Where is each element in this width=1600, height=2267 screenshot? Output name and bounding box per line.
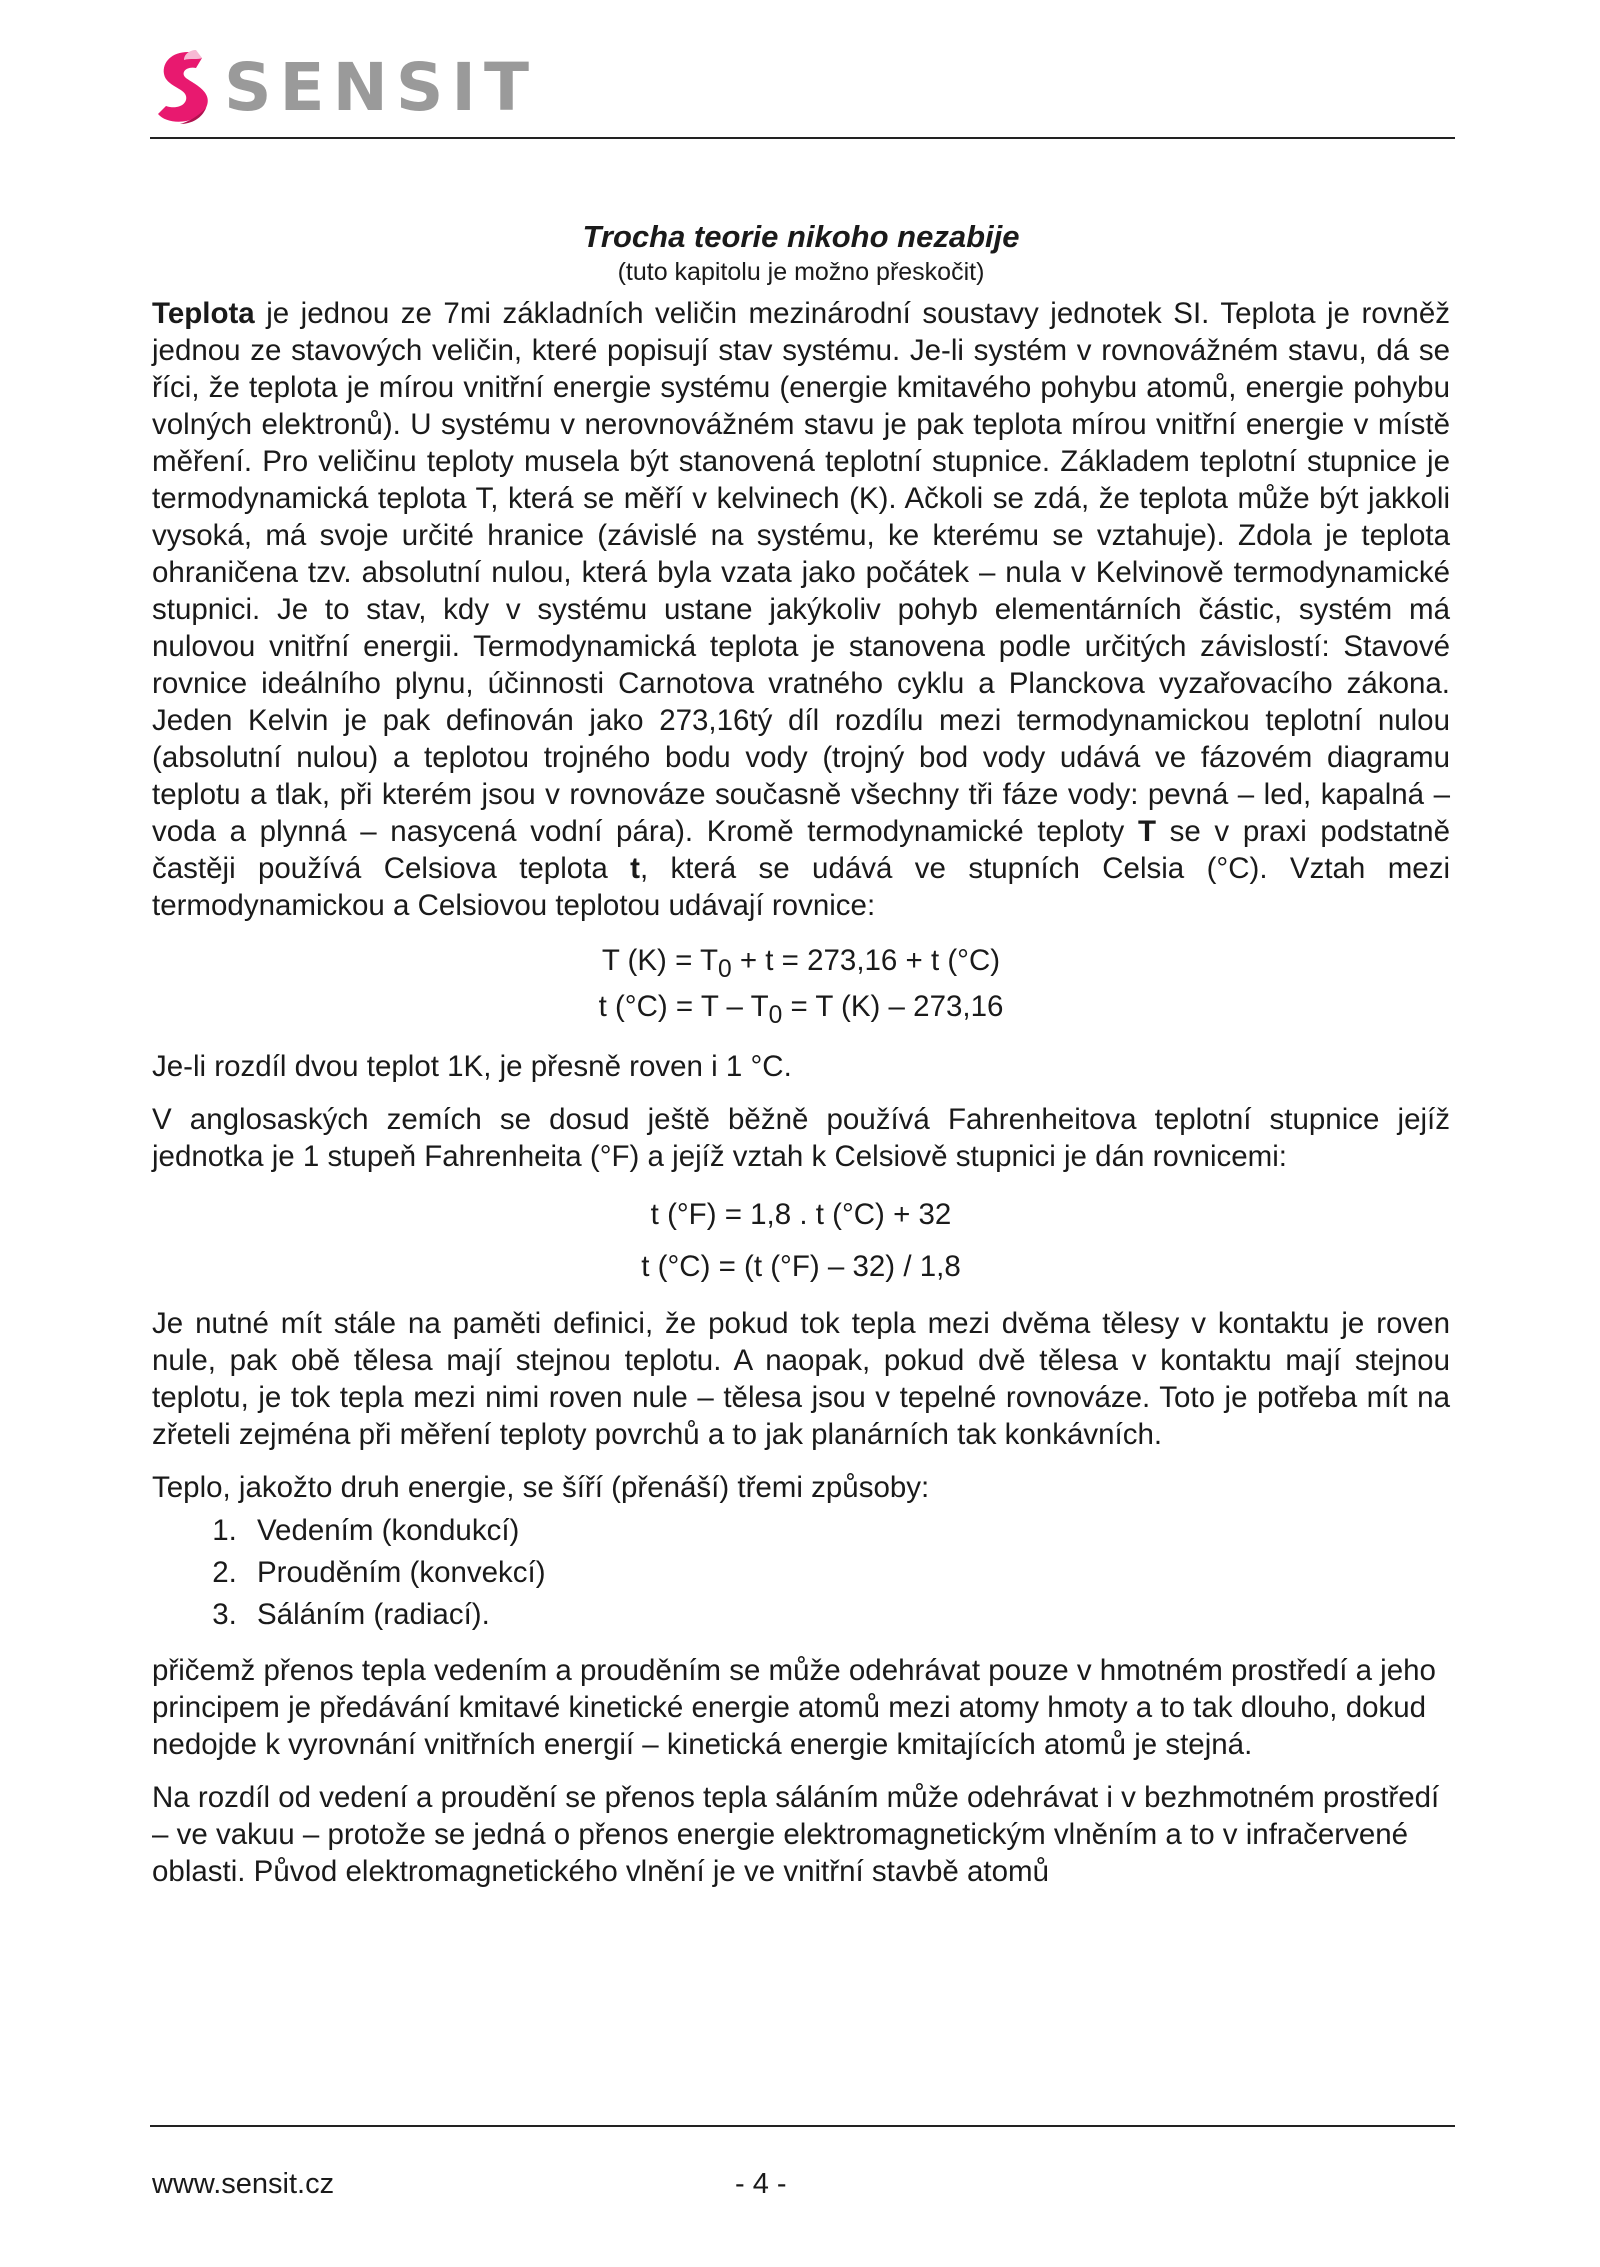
paragraph-fahrenheit: V anglosaských zemích se dosud ještě běžně používá Fahrenheitova teplotní stupnice jejíž jednotka je 1 stupeň Fahrenheita (°F) a jejíž vztah k Celsiově stupnici je dán rovnicemi: — [152, 1102, 1450, 1173]
sensit-logo-icon — [150, 48, 220, 128]
page-header — [150, 48, 537, 128]
symbol-t: t — [630, 852, 640, 885]
equation-celsius: t $(^\circ C) = T - T_0 = T$ (K) – 273,16 — [598, 989, 1004, 1029]
list-item: 1. Vedením (kondukcí) — [245, 1510, 1450, 1552]
section-subtitle: (tuto kapitolu je možno přeskočit) — [617, 258, 985, 286]
list-item: 2. Prouděním (konvekcí) — [245, 1552, 1450, 1594]
paragraph-one-kelvin: Je-li rozdíl dvou teplot 1K, je přesně roven i 1 °C. — [152, 1049, 792, 1083]
equation-kelvin: T $(K) = T_0 + t = 273,16 + t$ (°C) — [601, 944, 1001, 983]
heat-transfer-list — [152, 1510, 1450, 1636]
brand-name: SENSIT — [224, 49, 537, 126]
paragraph-radiation: Na rozdíl od vedení a proudění se přenos tepla sáláním může odehrávat i v bezhmotném prostředí – ve vakuu – protože se jedná o přenos energie elektromagnetickým vlněním a to v infračervené oblasti. Původ elektromagnetického vlnění je ve vnitřní stavbě atomů — [152, 1780, 1440, 1888]
page-number: - 4 - — [735, 2168, 787, 2200]
paragraph-heat-flow: Je nutné mít stále na paměti definici, že pokud tok tepla mezi dvěma tělesy v kontaktu je roven nule, pak obě tělesa mají stejnou teplotu. A naopak, pokud dvě tělesa v kontaktu mají stejnou teplotu, je tok tepla mezi nimi roven nule – tělesa jsou v tepelné rovnováze. Toto je potřeba mít na zřeteli zejména při měření teploty povrchů a to jak planárních tak konkávních. — [152, 1306, 1450, 1451]
header-divider — [150, 137, 1455, 139]
paragraph-conduction: přičemž přenos tepla vedením a prouděním se může odehrávat pouze v hmotném prostředí a jeho principem je předávání kmitavé kinetické energie atomů mezi atomy hmoty a to tak dlouho, dokud nedojde k vyrovnání vnitřních energií – kinetická energie kmitajících atomů je stejná. — [152, 1653, 1436, 1761]
section-title: Trocha teorie nikoho nezabije — [582, 219, 1020, 254]
equation-fahrenheit-inverse: t (°C) = (t (°F) – 32) / 1,8 — [641, 1249, 961, 1283]
equation-fahrenheit: t (°F) = 1,8 . t (°C) + 32 — [650, 1197, 952, 1231]
footer-website-link[interactable]: www.sensit.cz — [152, 2168, 335, 2200]
paragraph-heat-transfer: Teplo, jakožto druh energie, se šíří (přenáší) třemi způsoby: — [152, 1470, 930, 1504]
footer-divider — [150, 2125, 1455, 2127]
term-teplota: Teplota — [152, 297, 255, 330]
symbol-T: T — [1137, 815, 1156, 848]
paragraph-temperature: Teplota je jednou ze 7mi základních veličin mezinárodní soustavy jednotek SI. Teplota je rovněž jednou ze stavových veličin, které popisují stav systému. Je-li systém v rovnovážném stavu, dá se říci, že teplota je mírou vnitřní energie systému (energie kmitavého pohybu atomů, energie pohybu volných elektronů). U systému v nerovnovážném stavu je pak teplota mírou vnitřní energie v místě měření. Pro veličinu teploty musela být stanovená teplotní stupnice. Základem teplotní stupnice je termodynamická teplota T, která se měří v kelvinech (K). Ačkoli se zdá, že teplota může být jakkoli vysoká, má svoje určité hranice (závislé na systému, ke kterému se vztahuje). Zdola je teplota ohraničena tzv. absolutní nulou, která byla vzata jako počátek – nula v Kelvinově termodynamické stupnici. Je to stav, kdy v systému ustane jakýkoliv pohyb elementárních částic, systém má nulovou vnitřní energii. Termodynamická teplota je stanovena podle určitých závislostí: Stavové rovnice ideálního plynu, účinnosti Carnotova vratného cyklu a Planckova vyzařovacího zákona. Jeden Kelvin je pak definován jako 273,16tý díl rozdílu mezi termodynamickou teplotní nulou (absolutní nulou) a teplotou trojného bodu vody (trojný bod vody udává ve fázovém diagramu teplotu a tlak, při kterém jsou v rovnováze současně všechny tři fáze vody: pevná – led, kapalná – voda a plynná – nasycená vodní pára). Kromě termodynamické teploty T se v praxi podstatně častěji používá Celsiova teplota t, která se udává ve stupních Celsia (°C). Vztah mezi termodynamickou a Celsiovou teplotou udávají rovnice: — [152, 297, 1450, 922]
document-body — [152, 218, 1450, 1890]
list-item: 3. Sáláním (radiací). — [245, 1594, 1450, 1636]
